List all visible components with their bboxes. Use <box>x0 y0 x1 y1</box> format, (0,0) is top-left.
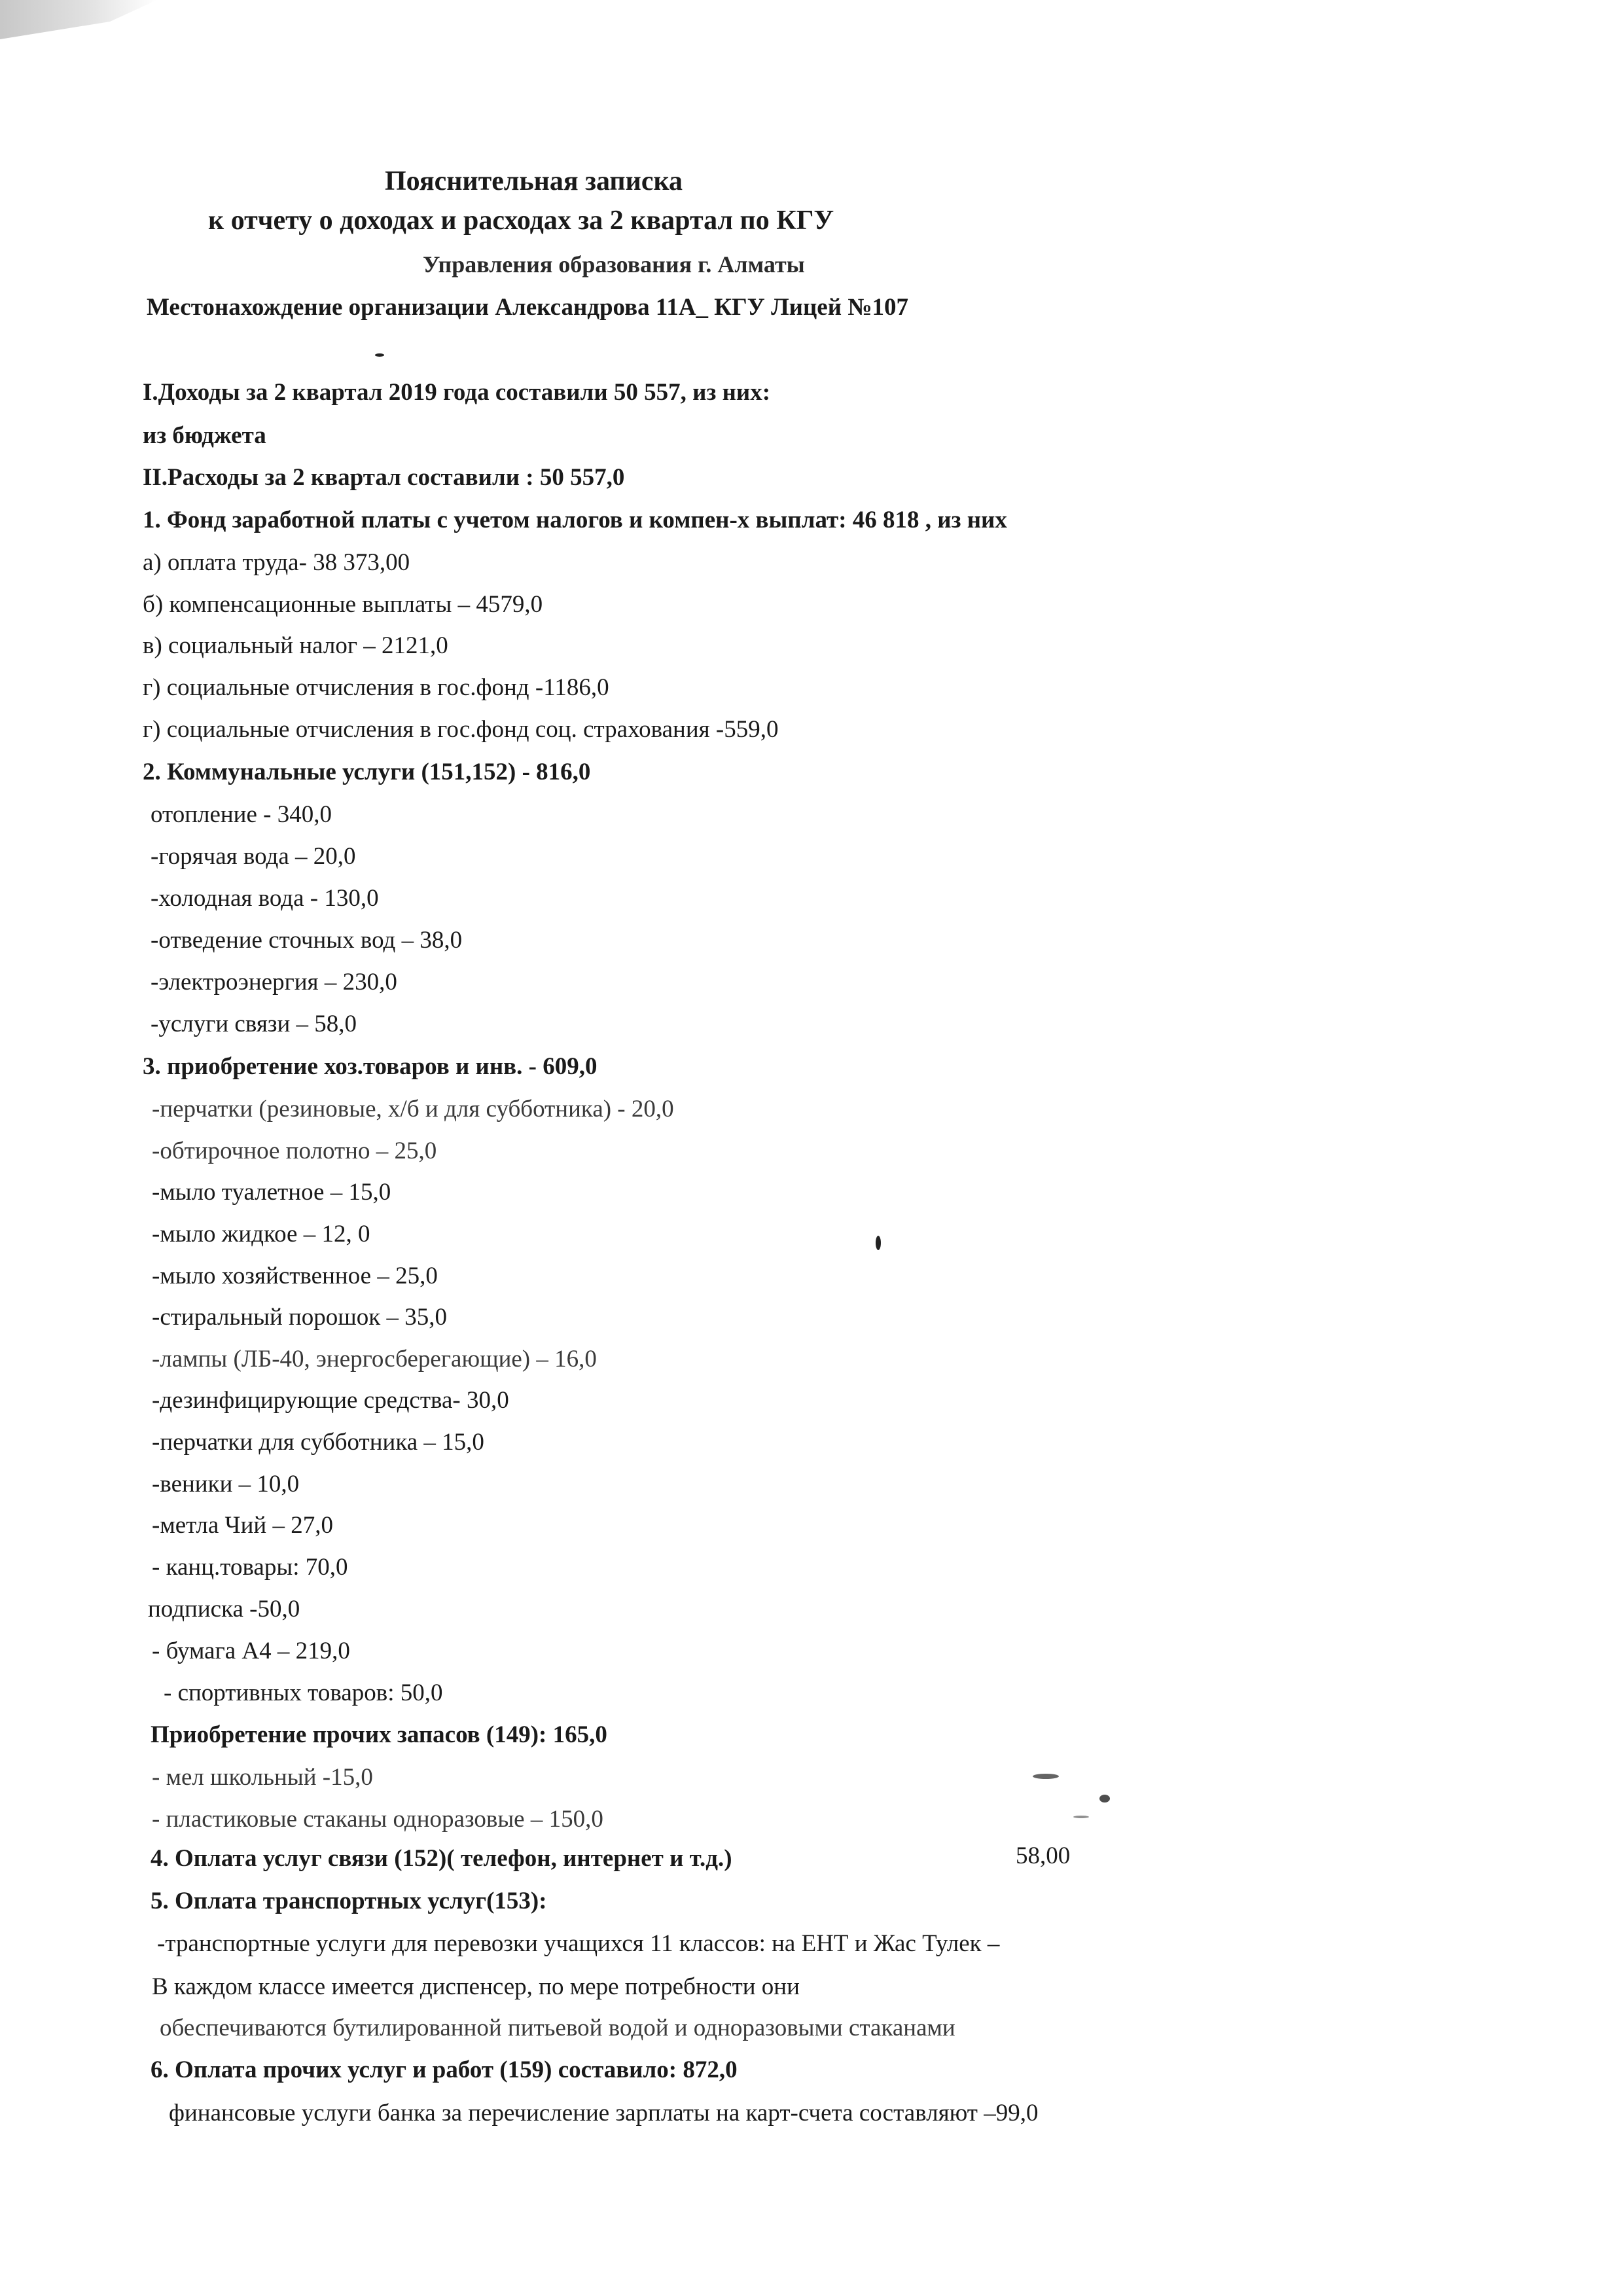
supplies-item: - бумага А4 – 219,0 <box>152 1638 350 1664</box>
supplies-item: -метла Чий – 27,0 <box>152 1512 333 1539</box>
other-stock-heading: Приобретение прочих запасов (149): 165,0 <box>151 1721 607 1748</box>
communication-heading: 4. Оплата услуг связи (152)( телефон, интернет и т.д.) <box>151 1845 732 1872</box>
supplies-item: -мыло хозяйственное – 25,0 <box>152 1263 438 1289</box>
scan-speck <box>876 1236 881 1250</box>
utilities-item: -горячая вода – 20,0 <box>151 843 356 870</box>
supplies-item: подписка -50,0 <box>148 1596 300 1623</box>
scan-speck <box>1073 1816 1089 1818</box>
supplies-heading: 3. приобретение хоз.товаров и инв. - 609,0 <box>143 1053 597 1080</box>
scan-speck <box>1033 1774 1059 1779</box>
scan-speck <box>1099 1795 1110 1803</box>
utilities-item: -услуги связи – 58,0 <box>151 1011 357 1037</box>
supplies-item: -перчатки для субботника – 15,0 <box>152 1429 484 1456</box>
location-line: Местонахождение организации Александрова 11А_ КГУ Лицей №107 <box>147 294 908 321</box>
communication-amount: 58,00 <box>1016 1842 1071 1869</box>
expenses-heading: II.Расходы за 2 квартал составили : 50 557,0 <box>143 464 625 491</box>
other-stock-item: - пластиковые стаканы одноразовые – 150,0 <box>152 1806 603 1833</box>
income-source: из бюджета <box>143 422 266 449</box>
other-services-line: финансовые услуги банка за перечисление зарплаты на карт-счета составляют –99,0 <box>169 2100 1039 2126</box>
utilities-item: -отведение сточных вод – 38,0 <box>151 927 463 954</box>
supplies-item: -обтирочное полотно – 25,0 <box>152 1138 437 1164</box>
transport-line: -транспортные услуги для перевозки учащихся 11 классов: на ЕНТ и Жас Тулек – <box>157 1930 1000 1957</box>
scan-speck <box>375 353 384 357</box>
payroll-item: г) социальные отчисления в гос.фонд -1186,0 <box>143 674 609 701</box>
other-services-heading: 6. Оплата прочих услуг и работ (159) составило: 872,0 <box>151 2056 738 2083</box>
payroll-item: а) оплата труда- 38 373,00 <box>143 549 410 576</box>
supplies-item: - спортивных товаров: 50,0 <box>164 1679 443 1706</box>
supplies-item: - канц.товары: 70,0 <box>152 1554 348 1581</box>
transport-line: обеспечиваются бутилированной питьевой водой и одноразовыми стаканами <box>160 2015 955 2041</box>
payroll-heading: 1. Фонд заработной платы с учетом налогов и компен-х выплат: 46 818 , из них <box>143 507 1007 533</box>
supplies-item: -лампы (ЛБ-40, энергосберегающие) – 16,0 <box>152 1346 597 1372</box>
supplies-item: -веники – 10,0 <box>152 1471 300 1498</box>
department-line: Управления образования г. Алматы <box>423 251 805 278</box>
utilities-item: -холодная вода - 130,0 <box>151 885 379 912</box>
payroll-item: г) социальные отчисления в гос.фонд соц. страхования -559,0 <box>143 716 779 743</box>
payroll-item: в) социальный налог – 2121,0 <box>143 632 448 659</box>
supplies-item: -дезинфицирующие средства- 30,0 <box>152 1387 509 1414</box>
transport-line: В каждом классе имеется диспенсер, по мере потребности они <box>152 1973 800 2000</box>
payroll-item: б) компенсационные выплаты – 4579,0 <box>143 591 543 618</box>
utilities-item: отопление - 340,0 <box>151 801 332 828</box>
utilities-heading: 2. Коммунальные услуги (151,152) - 816,0 <box>143 759 591 785</box>
document-title: Пояснительная записка <box>385 166 683 196</box>
supplies-item: -перчатки (резиновые, х/б и для субботника) - 20,0 <box>152 1096 674 1122</box>
transport-heading: 5. Оплата транспортных услуг(153): <box>151 1888 547 1914</box>
other-stock-item: - мел школьный -15,0 <box>152 1764 373 1791</box>
supplies-item: -стиральный порошок – 35,0 <box>152 1304 448 1331</box>
income-heading: I.Доходы за 2 квартал 2019 года составили 50 557, из них: <box>143 379 771 406</box>
supplies-item: -мыло туалетное – 15,0 <box>152 1179 391 1206</box>
supplies-item: -мыло жидкое – 12, 0 <box>152 1221 370 1247</box>
utilities-item: -электроэнергия – 230,0 <box>151 969 397 996</box>
document-subtitle: к отчету о доходах и расходах за 2 квартал по КГУ <box>208 206 834 236</box>
